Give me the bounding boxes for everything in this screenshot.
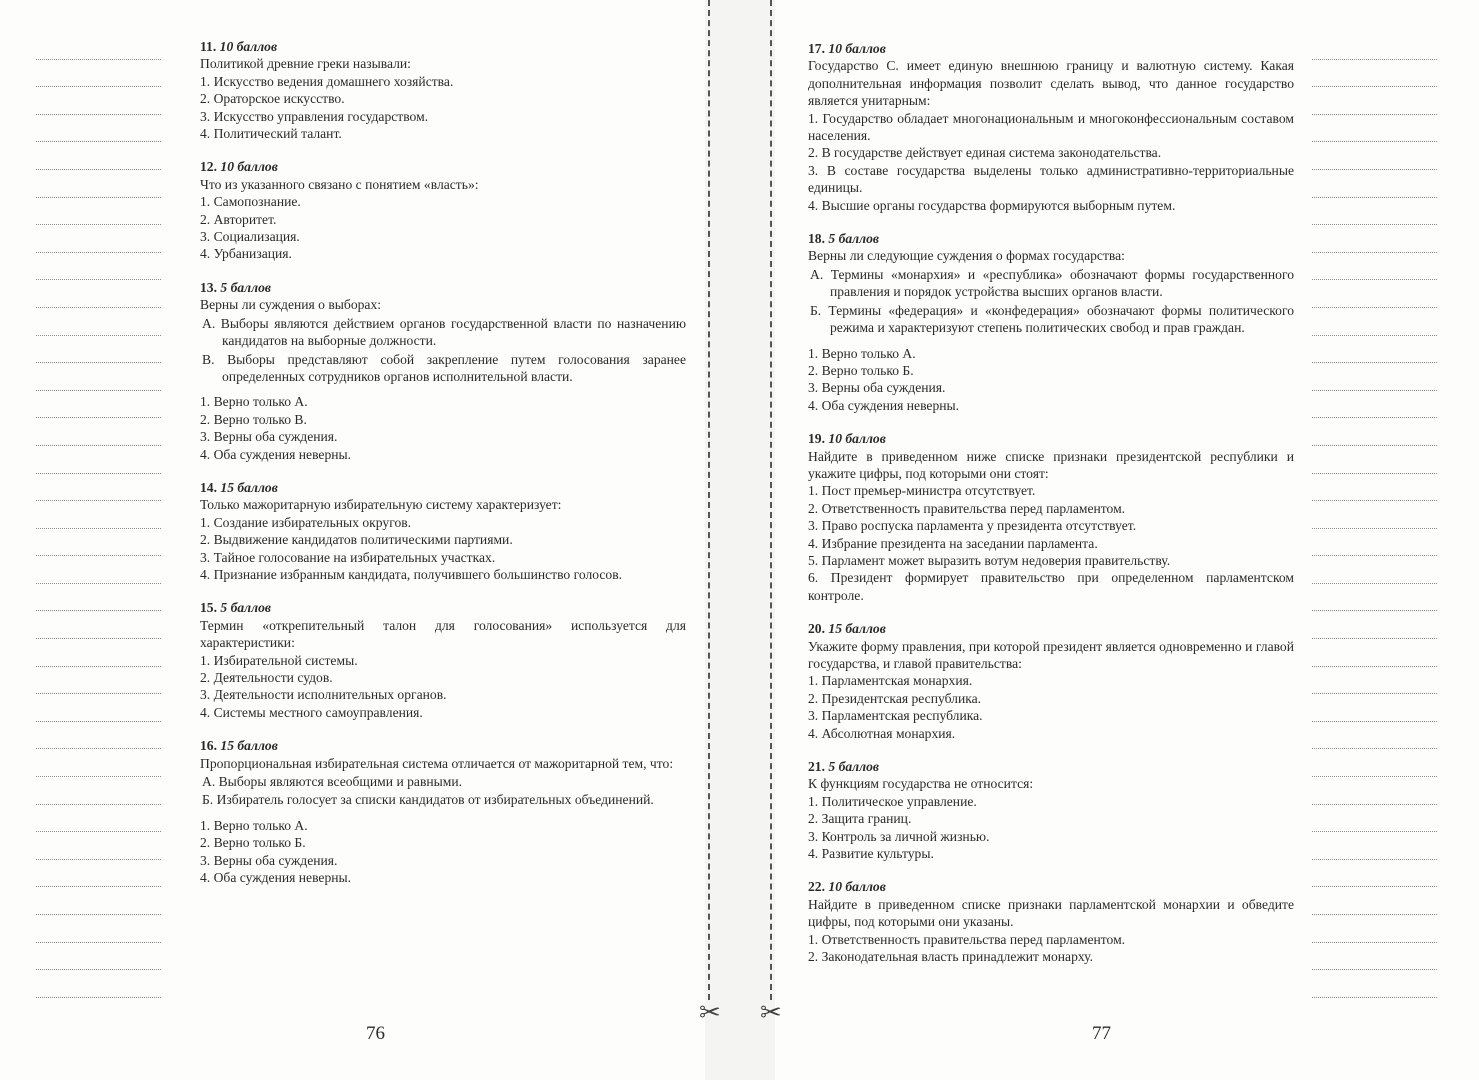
- answer-option[interactable]: 2. Законодательная власть принадлежит монарху.: [808, 949, 1093, 965]
- question-number: 16.: [200, 738, 217, 754]
- answer-line[interactable]: [36, 584, 161, 612]
- answer-line[interactable]: [1312, 639, 1437, 667]
- question-number: 19.: [808, 431, 825, 447]
- answer-line[interactable]: [36, 832, 161, 860]
- scissors-icon: ✂: [699, 998, 721, 1028]
- question-points: 5 баллов: [828, 231, 880, 247]
- question-header: [200, 479, 686, 496]
- answer-option[interactable]: 2. Верно только В.: [200, 411, 307, 427]
- answer-line[interactable]: [1312, 749, 1437, 777]
- right-cut-line: [770, 0, 772, 1000]
- answer-option[interactable]: 3. Тайное голосование на избирательных участках.: [200, 549, 496, 565]
- answer-option[interactable]: 2. Ответственность правительства перед парламентом.: [808, 500, 1126, 516]
- answer-line[interactable]: [1312, 225, 1437, 253]
- question-header: [808, 758, 1294, 775]
- answer-option[interactable]: 4. Высшие органы государства формируются выборным путем.: [808, 197, 1176, 213]
- question-points: 10 баллов: [828, 431, 886, 447]
- question-header: [200, 737, 686, 754]
- answer-option[interactable]: 2. Выдвижение кандидатов политическими партиями.: [200, 532, 513, 548]
- answer-line[interactable]: [1312, 529, 1437, 557]
- answer-line[interactable]: [1312, 363, 1437, 391]
- answer-line[interactable]: [1312, 611, 1437, 639]
- answer-line[interactable]: [1312, 253, 1437, 281]
- answer-line[interactable]: [36, 639, 161, 667]
- question-number: 20.: [808, 621, 825, 637]
- answer-line[interactable]: [1312, 832, 1437, 860]
- answer-option[interactable]: 2. В государстве действует единая система законодательства.: [808, 145, 1162, 161]
- question-statement: Б. Избиратель голосует за списки кандидатов от избирательных объединений.: [202, 792, 654, 808]
- question-text: Только мажоритарную избирательную систему характеризует:: [200, 497, 562, 513]
- answer-line[interactable]: [36, 363, 161, 391]
- answer-line[interactable]: [1312, 391, 1437, 419]
- question-statement: В. Выборы представляют собой закрепление путем голосования заранее определенных сотрудников органов исполнительной власти.: [202, 351, 686, 384]
- answer-option[interactable]: 2. Ораторское искусство.: [200, 91, 345, 107]
- answer-line[interactable]: [36, 749, 161, 777]
- answer-option[interactable]: 1. Ответственность правительства перед парламентом.: [808, 931, 1126, 947]
- answer-option[interactable]: 4. Развитие культуры.: [808, 846, 934, 862]
- answer-line[interactable]: [36, 170, 161, 198]
- answer-line[interactable]: [1312, 887, 1437, 915]
- answer-option[interactable]: 2. Президентская республика.: [808, 690, 982, 706]
- answer-option[interactable]: 1. Парламентская монархия.: [808, 673, 973, 689]
- answer-option[interactable]: 1. Избирательной системы.: [200, 652, 358, 668]
- question-header: [200, 158, 686, 175]
- answer-line[interactable]: [1312, 115, 1437, 143]
- answer-option[interactable]: 4. Оба суждения неверны.: [200, 870, 352, 886]
- answer-option[interactable]: 2. Верно только Б.: [808, 362, 914, 378]
- question-statement: А. Выборы являются всеобщими и равными.: [202, 774, 463, 790]
- question-header: [808, 878, 1294, 895]
- answer-line[interactable]: [36, 501, 161, 529]
- answer-line[interactable]: [1312, 142, 1437, 170]
- answer-option[interactable]: 3. Верны оба суждения.: [200, 429, 338, 445]
- answer-line[interactable]: [1312, 198, 1437, 226]
- answer-line[interactable]: [36, 556, 161, 584]
- answer-line[interactable]: [36, 32, 161, 60]
- question-text: Верны ли суждения о выборах:: [200, 297, 382, 313]
- question-text: Верны ли следующие суждения о формах государства:: [808, 248, 1125, 264]
- answer-option[interactable]: 6. Президент формирует правительство при определенном парламентском контроле.: [808, 570, 1294, 603]
- page-number: 76: [366, 1023, 385, 1044]
- question-text: К функциям государства не относится:: [808, 776, 1034, 792]
- left-cut-line: [708, 0, 710, 1000]
- question-text: Найдите в приведенном ниже списке признаки президентской республики и укажите цифры, под которыми они стоят:: [808, 448, 1294, 481]
- page-number: 77: [1092, 1023, 1111, 1044]
- answer-option[interactable]: 4. Оба суждения неверны.: [808, 397, 960, 413]
- answer-line[interactable]: [36, 694, 161, 722]
- question-points: 15 баллов: [220, 479, 278, 495]
- question-header: [808, 230, 1294, 247]
- answer-line[interactable]: [36, 860, 161, 888]
- answer-line[interactable]: [36, 308, 161, 336]
- answer-line[interactable]: [36, 611, 161, 639]
- question-number: 21.: [808, 759, 825, 775]
- answer-line[interactable]: [1312, 915, 1437, 943]
- answer-line[interactable]: [1312, 446, 1437, 474]
- question-block: [200, 279, 686, 463]
- left-answer-lines: [36, 32, 161, 998]
- answer-line[interactable]: [36, 915, 161, 943]
- question-number: 22.: [808, 879, 825, 895]
- question-block: [808, 758, 1294, 862]
- answer-line[interactable]: [1312, 777, 1437, 805]
- answer-line[interactable]: [1312, 970, 1437, 998]
- answer-line[interactable]: [36, 142, 161, 170]
- question-text: Найдите в приведенном списке признаки парламентской монархии и обведите цифры, под которыми они указаны.: [808, 896, 1294, 930]
- question-statement: А. Выборы являются действием органов государственной власти по назначению кандидатов на выборные должности.: [202, 315, 686, 349]
- question-text: Пропорциональная избирательная система отличается от мажоритарной тем, что:: [200, 755, 674, 771]
- answer-option[interactable]: 1. Государство обладает многонациональным и многоконфессиональным составом населения.: [808, 110, 1294, 144]
- answer-line[interactable]: [36, 418, 161, 446]
- question-number: 11.: [200, 39, 217, 54]
- answer-option[interactable]: 3. Верны оба суждения.: [200, 852, 338, 868]
- answer-line[interactable]: [36, 777, 161, 805]
- answer-option[interactable]: 1. Самопознание.: [200, 194, 301, 210]
- question-block: [808, 230, 1294, 414]
- answer-line[interactable]: [36, 722, 161, 750]
- question-text: Укажите форму правления, при которой президент является одновременно и главой государства, и главой правительства:: [808, 638, 1294, 671]
- answer-line[interactable]: [36, 970, 161, 998]
- question-points: 15 баллов: [220, 738, 278, 754]
- answer-line[interactable]: [36, 805, 161, 833]
- question-points: 15 баллов: [828, 621, 886, 637]
- right-answer-lines: [1312, 32, 1437, 998]
- answer-option[interactable]: 3. Парламентская республика.: [808, 708, 983, 724]
- answer-line[interactable]: [1312, 722, 1437, 750]
- question-block: [808, 620, 1294, 742]
- question-text: Политикой древние греки называли:: [200, 56, 411, 72]
- answer-line[interactable]: [1312, 32, 1437, 60]
- answer-line[interactable]: [1312, 170, 1437, 198]
- question-header: [808, 620, 1294, 637]
- answer-line[interactable]: [36, 280, 161, 308]
- question-block: [200, 599, 686, 721]
- answer-option[interactable]: 4. Признание избранным кандидата, получившего большинство голосов.: [200, 566, 623, 582]
- question-block: [200, 479, 686, 583]
- answer-option[interactable]: 3. Право роспуска парламента у президента отсутствует.: [808, 518, 1137, 534]
- answer-option[interactable]: 4. Политический талант.: [200, 126, 342, 142]
- answer-option[interactable]: 3. Социализация.: [200, 229, 300, 245]
- answer-line[interactable]: [36, 60, 161, 88]
- answer-option[interactable]: 3. Искусство управления государством.: [200, 108, 429, 124]
- answer-option[interactable]: 5. Парламент может выразить вотум недоверия правительству.: [808, 552, 1171, 568]
- question-number: 12.: [200, 159, 217, 175]
- scissors-icon: ✂: [760, 998, 782, 1028]
- answer-line[interactable]: [36, 336, 161, 364]
- question-block: [200, 158, 686, 262]
- question-header: [200, 38, 686, 55]
- question-header: [200, 599, 686, 616]
- answer-line[interactable]: [1312, 336, 1437, 364]
- answer-line[interactable]: [1312, 280, 1437, 308]
- question-points: 5 баллов: [828, 759, 880, 775]
- question-text: Государство С. имеет единую внешнюю границу и валютную систему. Какая дополнительная информация позволит сделать вывод, что данное государство является унитарным:: [808, 58, 1294, 109]
- answer-line[interactable]: [36, 887, 161, 915]
- answer-line[interactable]: [36, 474, 161, 502]
- answer-line[interactable]: [36, 529, 161, 557]
- question-number: 15.: [200, 600, 217, 616]
- question-number: 14.: [200, 479, 217, 495]
- answer-line[interactable]: [1312, 418, 1437, 446]
- question-block: [200, 737, 686, 886]
- question-header: [808, 40, 1294, 57]
- answer-line[interactable]: [36, 115, 161, 143]
- answer-option[interactable]: 3. Верны оба суждения.: [808, 380, 946, 396]
- answer-line[interactable]: [36, 446, 161, 474]
- answer-line[interactable]: [1312, 87, 1437, 115]
- answer-line[interactable]: [1312, 860, 1437, 888]
- question-statement: А. Термины «монархия» и «республика» обозначают формы государственного правления и порядок устройства высших органов власти.: [810, 266, 1294, 300]
- answer-option[interactable]: 2. Защита границ.: [808, 811, 912, 827]
- answer-line[interactable]: [36, 198, 161, 226]
- answer-option[interactable]: 4. Оба суждения неверны.: [200, 446, 352, 462]
- answer-option[interactable]: 1. Политическое управление.: [808, 793, 977, 809]
- answer-line[interactable]: [1312, 805, 1437, 833]
- answer-line[interactable]: [36, 225, 161, 253]
- answer-option[interactable]: 1. Верно только А.: [808, 345, 916, 361]
- answer-line[interactable]: [1312, 501, 1437, 529]
- question-number: 17.: [808, 41, 825, 56]
- question-header: [808, 430, 1294, 447]
- spacer: [808, 337, 1294, 345]
- question-points: 5 баллов: [220, 279, 272, 295]
- question-points: 10 баллов: [219, 39, 278, 54]
- answer-option[interactable]: 1. Искусство ведения домашнего хозяйства.: [200, 73, 454, 89]
- answer-line[interactable]: [1312, 474, 1437, 502]
- question-block: [808, 878, 1294, 965]
- answer-option[interactable]: 1. Создание избирательных округов.: [200, 514, 412, 530]
- answer-line[interactable]: [1312, 667, 1437, 695]
- answer-option[interactable]: 4. Урбанизация.: [200, 246, 292, 262]
- question-points: 10 баллов: [828, 41, 886, 56]
- question-block: [808, 40, 1294, 214]
- answer-line[interactable]: [1312, 60, 1437, 88]
- answer-option[interactable]: 3. Контроль за личной жизнью.: [808, 828, 990, 844]
- question-number: 18.: [808, 231, 825, 247]
- question-block: [200, 38, 686, 142]
- question-number: 13.: [200, 279, 217, 295]
- answer-line[interactable]: [1312, 943, 1437, 971]
- answer-option[interactable]: 4. Абсолютная монархия.: [808, 725, 956, 741]
- answer-line[interactable]: [36, 943, 161, 971]
- spacer: [200, 385, 686, 393]
- answer-option[interactable]: 3. В составе государства выделены только административно-территориальные единицы.: [808, 162, 1294, 196]
- answer-line[interactable]: [1312, 694, 1437, 722]
- question-text: Что из указанного связано с понятием «власть»:: [200, 176, 479, 192]
- spacer: [200, 809, 686, 817]
- answer-option[interactable]: 1. Верно только А.: [200, 817, 308, 833]
- question-header: [200, 279, 686, 296]
- answer-option[interactable]: 4. Избрание президента на заседании парламента.: [808, 535, 1098, 551]
- answer-line[interactable]: [36, 87, 161, 115]
- gutter: [705, 0, 775, 1080]
- left-questions-column: [200, 38, 686, 902]
- answer-option[interactable]: 2. Авторитет.: [200, 211, 277, 227]
- answer-line[interactable]: [1312, 584, 1437, 612]
- answer-line[interactable]: [36, 253, 161, 281]
- right-questions-column: [808, 40, 1294, 982]
- answer-line[interactable]: [36, 391, 161, 419]
- answer-line[interactable]: [1312, 556, 1437, 584]
- question-text: Термин «открепительный талон для голосования» используется для характеристики:: [200, 617, 686, 651]
- answer-line[interactable]: [1312, 308, 1437, 336]
- answer-option[interactable]: 3. Деятельности исполнительных органов.: [200, 687, 447, 703]
- question-points: 10 баллов: [828, 879, 886, 895]
- answer-option[interactable]: 1. Пост премьер-министра отсутствует.: [808, 483, 1036, 499]
- question-block: [808, 430, 1294, 604]
- question-statement: Б. Термины «федерация» и «конфедерация» обозначают формы политического режима и характеризуют степень политических свобод и прав граждан.: [810, 302, 1294, 336]
- answer-option[interactable]: 1. Верно только А.: [200, 394, 308, 410]
- answer-option[interactable]: 2. Деятельности судов.: [200, 670, 333, 685]
- answer-line[interactable]: [36, 667, 161, 695]
- answer-option[interactable]: 4. Системы местного самоуправления.: [200, 704, 423, 720]
- question-points: 5 баллов: [220, 600, 272, 616]
- answer-option[interactable]: 2. Верно только Б.: [200, 835, 306, 851]
- question-points: 10 баллов: [220, 159, 278, 175]
